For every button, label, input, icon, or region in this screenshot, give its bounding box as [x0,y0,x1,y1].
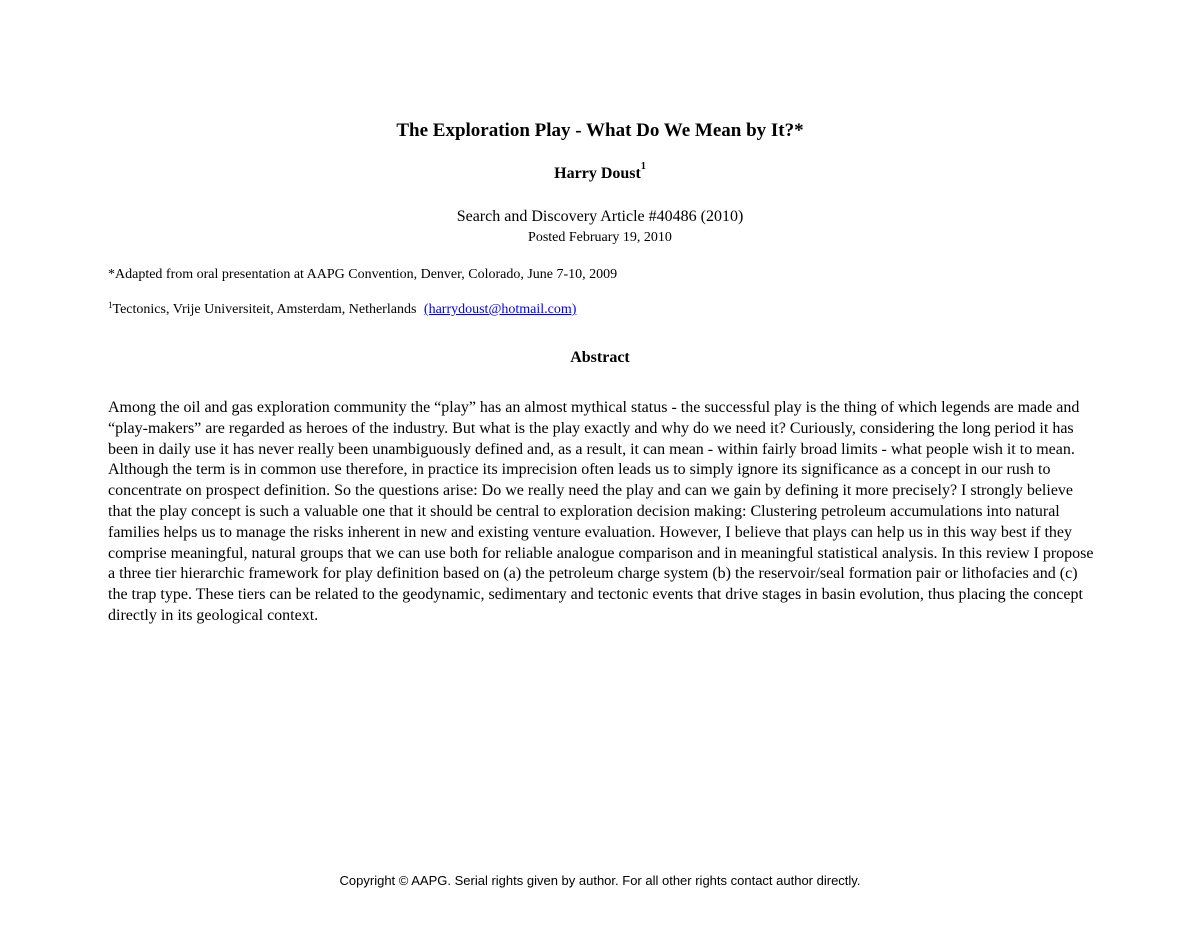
author-line [0,161,1200,183]
document-title: The Exploration Play - What Do We Mean by It?* [396,120,804,141]
affiliation [108,302,576,318]
affiliation-text: Tectonics, Vrije Universiteit, Amsterdam, Netherlands [112,302,417,317]
abstract-body: Among the oil and gas exploration community the “play” has an almost mythical status - the successful play is the thing of which legends are made and “play-makers” are regarded as heroes of the industry. But what is the play exactly and why do we need it? Curiously, considering the long period it has been in daily use it has never really been unambiguously defined and, as a result, it can mean - within fairly broad limits - what people wish it to mean. Although the term is in common use therefore, in practice its imprecision often leads us to simply ignore its significance as a concept in our rush to concentrate on prospect definition. So the questions arise: Do we really need the play and can we gain by defining it more precisely? I strongly believe that the play concept is such a valuable one that it should be central to exploration decision making: Clustering petroleum accumulations into natural families helps us to manage the risks inherent in new and existing venture evaluation. However, I believe that plays can help us in this way best if they comprise meaningful, natural groups that we can use both for reliable analogue comparison and in meaningful statistical analysis. In this review I propose a three tier hierarchic framework for play definition based on (a) the petroleum charge system (b) the reservoir/seal formation pair or lithofacies and (c) the trap type. These tiers can be related to the geodynamic, sedimentary and tectonic events that drive stages in basin evolution, thus placing the concept directly in its geological context. [108,399,1094,624]
article-number: Search and Discovery Article #40486 (2010) [456,208,744,225]
author-superscript: 1 [640,161,646,172]
posted-date: Posted February 19, 2010 [528,230,672,245]
author-email-link[interactable]: (harrydoust@hotmail.com) [423,302,577,317]
adapted-note: *Adapted from oral presentation at AAPG Convention, Denver, Colorado, June 7-10, 2009 [108,267,618,282]
affiliation-superscript: 1 [108,300,113,310]
copyright-footer: Copyright © AAPG. Serial rights given by author. For all other rights contact author directly. [339,873,861,888]
author-name: Harry Doust [554,165,641,182]
abstract-heading: Abstract [570,349,630,366]
